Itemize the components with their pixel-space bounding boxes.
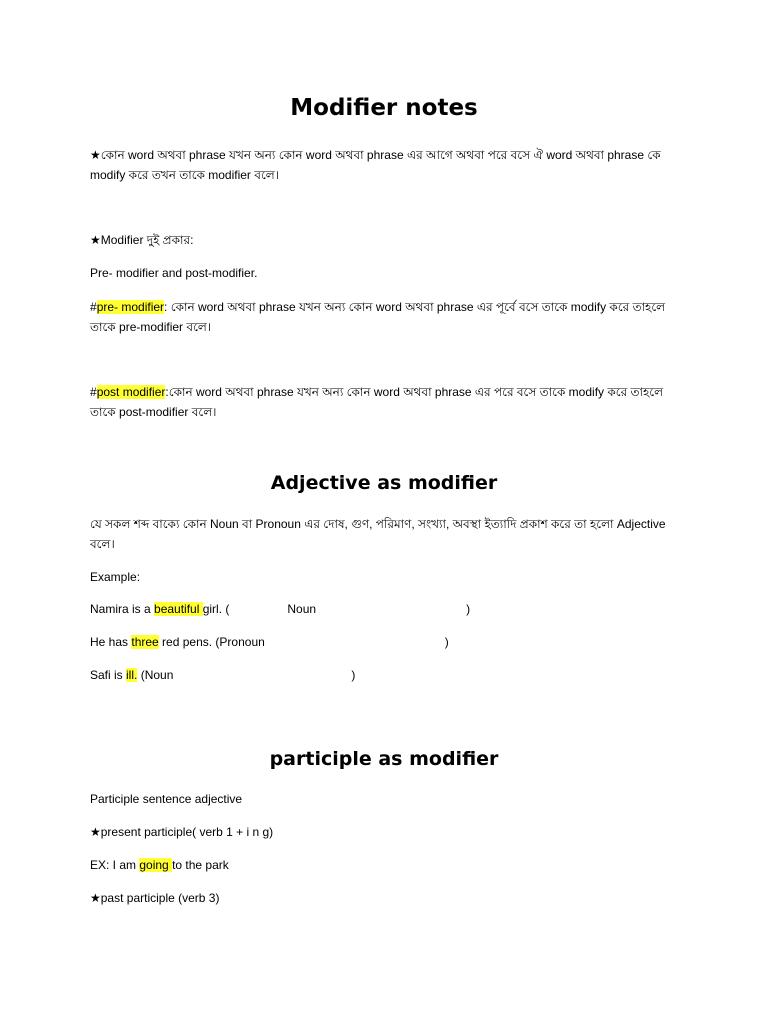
highlighted-word: beautiful	[154, 602, 203, 616]
hash-mark: #	[90, 385, 97, 399]
star-bullet: ★	[90, 148, 101, 162]
intro-paragraph	[90, 145, 690, 185]
example-label: Example:	[90, 570, 141, 584]
example-line: He has three red pens. (Pronoun )	[90, 635, 449, 649]
example-line: Namira is a beautiful girl. ( Noun )	[90, 602, 471, 616]
page-title: Modifier notes	[290, 95, 478, 121]
kinds-line: ★Modifier দুই প্রকার:	[90, 233, 194, 247]
pre-modifier-paragraph	[90, 297, 690, 337]
highlighted-word: going	[139, 858, 173, 872]
adjective-heading: Adjective as modifier	[270, 472, 498, 494]
post-modifier-paragraph	[90, 382, 690, 422]
pre-modifier-label: pre- modifier	[96, 300, 165, 314]
highlighted-word: three	[131, 635, 159, 649]
participle-heading: participle as modifier	[269, 748, 499, 770]
pre-modifier-text: : কোন word অথবা phrase যখন অন্য কোন word অথবা phrase এর পূর্বে বসে তাকে modify করে তাহলে তাকে pre-modifier বলে।	[90, 300, 666, 334]
post-modifier-text: :কোন word অথবা phrase যখন অন্য কোন word অথবা phrase এর পরে বসে তাকে modify করে তাহলে তাকে post-modifier বলে।	[90, 385, 664, 419]
hash-mark: #	[90, 300, 97, 314]
post-modifier-label: post modifier	[96, 385, 166, 399]
participle-line: Participle sentence adjective	[90, 792, 243, 806]
adjective-definition: যে সকল শব্দ বাক্যে কোন Noun বা Pronoun এর দোষ, গুণ, পরিমাণ, সংখ্যা, অবস্থা ইত্যাদি প্রকাশ করে তা হলো Adjective বলে।	[90, 517, 666, 551]
example-line: Safi is ill. (Noun )	[90, 668, 356, 682]
intro-text: কোন word অথবা phrase যখন অন্য কোন word অথবা phrase এর আগে অথবা পরে বসে ঐ word অথবা phrase কে modify করে তখন তাকে modifier বলে।	[90, 148, 661, 182]
present-participle-line: ★present participle( verb 1 + i n g)	[90, 825, 274, 839]
kinds-list-line: Pre- modifier and post-modifier.	[90, 266, 258, 280]
past-participle-line: ★past participle (verb 3)	[90, 891, 220, 905]
participle-example-line: EX: I am going to the park	[90, 858, 229, 872]
highlighted-word: ill.	[126, 668, 138, 682]
